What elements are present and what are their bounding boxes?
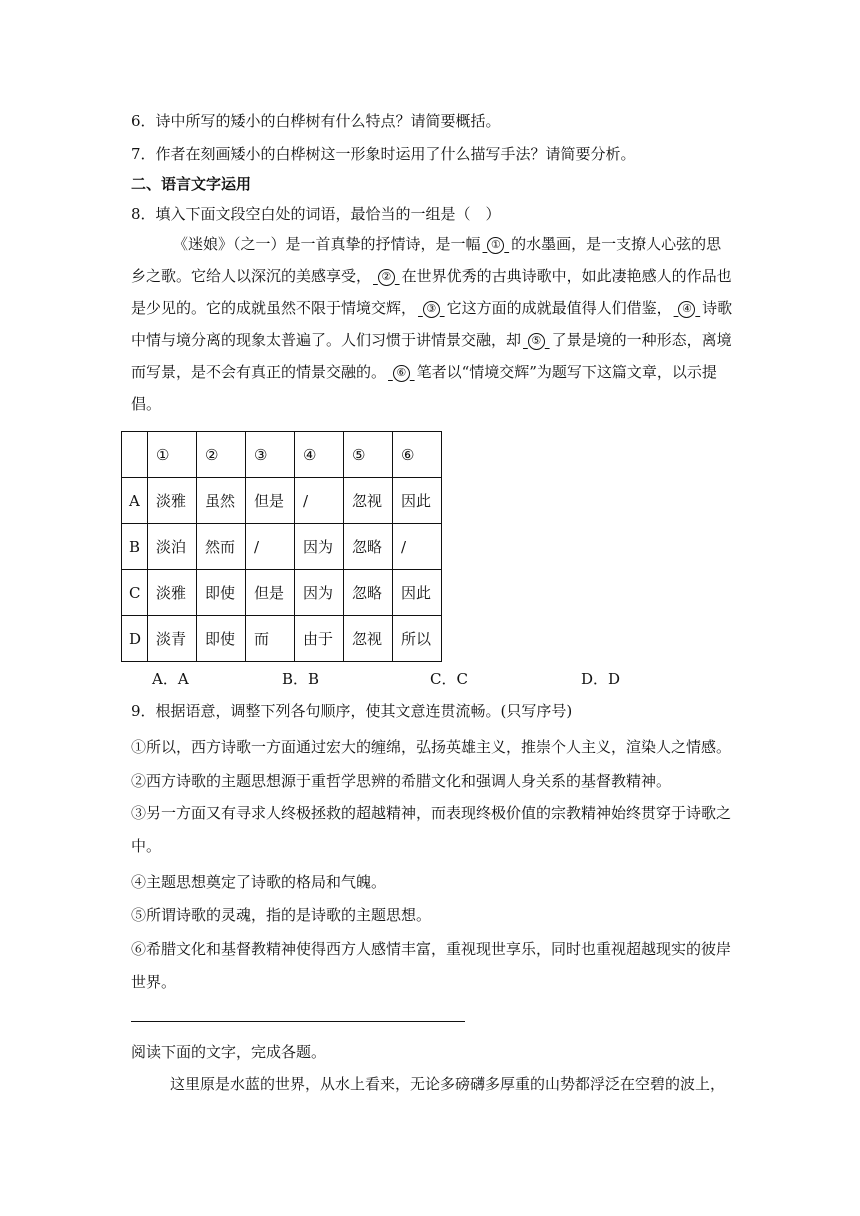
passage-text: 诗歌 <box>702 299 733 317</box>
sentence-3-cont: 中。 <box>131 837 162 855</box>
choice-c[interactable]: C．C <box>430 670 468 688</box>
table-cell: ④ <box>295 432 344 478</box>
blank-number: ② <box>378 269 395 286</box>
passage-text: 在世界优秀的古典诗歌中，如此凄艳感人的作品也 <box>401 267 732 285</box>
blank-4 <box>672 292 703 324</box>
table-header-row <box>122 432 442 478</box>
table-cell: A <box>122 478 148 524</box>
blank-5 <box>521 324 552 356</box>
table-cell: 即使 <box>197 570 246 616</box>
passage-text: 是少见的。它的成就虽然不限于情境交辉， <box>131 299 417 317</box>
table-row <box>122 616 442 662</box>
question-9: 9．根据语意，调整下列各句顺序，使其文意连贯流畅。(只写序号) <box>131 702 573 720</box>
blank-number: ① <box>487 237 504 254</box>
table-cell: 而 <box>246 616 295 662</box>
question-8: 8．填入下面文段空白处的词语，最恰当的一组是（ ） <box>131 205 501 223</box>
blank-3 <box>416 292 447 324</box>
passage-text: 《迷娘》（之一）是一首真挚的抒情诗，是一幅 <box>173 235 481 253</box>
question-6: 6．诗中所写的矮小的白桦树有什么特点？请简要概括。 <box>131 112 501 130</box>
question-8-passage <box>131 228 733 420</box>
question-7: 7．作者在刻画矮小的白桦树这一形象时运用了什么描写手法？请简要分析。 <box>131 145 636 163</box>
reading-passage: 这里原是水蓝的世界，从水上看来，无论多磅礴多厚重的山势都浮泛在空碧的波上， <box>170 1075 726 1093</box>
divider <box>131 1021 465 1022</box>
sentence-3: ③另一方面又有寻求人终极拯救的超越精神，而表现终极价值的宗教精神始终贯穿于诗歌之 <box>131 804 732 822</box>
table-cell: 因此 <box>393 478 442 524</box>
blank-number: ④ <box>678 301 695 318</box>
table-cell: ② <box>197 432 246 478</box>
sentence-6: ⑥希腊文化和基督教精神使得西方人感情丰富，重视现世享乐，同时也重视超越现实的彼岸 <box>131 940 732 958</box>
passage-text: 的水墨画，是一支撩人心弦的思 <box>511 235 722 253</box>
table-cell: 因为 <box>295 570 344 616</box>
blank-number: ⑥ <box>393 365 410 382</box>
section-heading: 二、语言文字运用 <box>131 175 252 193</box>
reading-intro: 阅读下面的文字，完成各题。 <box>131 1043 327 1061</box>
table-cell: 因此 <box>393 570 442 616</box>
table-cell: ⑤ <box>344 432 393 478</box>
table-cell: 淡泊 <box>148 524 197 570</box>
table-cell: / <box>393 524 442 570</box>
table-cell: 即使 <box>197 616 246 662</box>
passage-text: 它这方面的成就最值得人们借鉴， <box>446 299 672 317</box>
table-cell <box>122 432 148 478</box>
table-row <box>122 478 442 524</box>
table-cell: 忽略 <box>344 570 393 616</box>
choice-a[interactable]: A．A <box>152 670 189 688</box>
table-cell: 所以 <box>393 616 442 662</box>
sentence-4: ④主题思想奠定了诗歌的格局和气魄。 <box>131 873 387 891</box>
choice-d[interactable]: D．D <box>581 670 621 688</box>
options-table <box>121 431 442 662</box>
passage-text: 而写景，是不会有真正的情景交融的。 <box>131 363 387 381</box>
table-cell: C <box>122 570 148 616</box>
table-cell: B <box>122 524 148 570</box>
sentence-6-cont: 世界。 <box>131 973 177 991</box>
sentence-5: ⑤所谓诗歌的灵魂，指的是诗歌的主题思想。 <box>131 906 432 924</box>
table-cell: 因为 <box>295 524 344 570</box>
table-cell: 淡雅 <box>148 570 197 616</box>
table-cell: ③ <box>246 432 295 478</box>
passage-text: 笔者以“情境交辉”为题写下这篇文章，以示提 <box>416 363 717 381</box>
table-cell: / <box>246 524 295 570</box>
choice-b[interactable]: B．B <box>282 670 320 688</box>
passage-text: 中情与境分离的现象太普遍了。人们习惯于讲情景交融，却 <box>131 331 522 349</box>
table-cell: 然而 <box>197 524 246 570</box>
table-row <box>122 570 442 616</box>
table-cell: 忽视 <box>344 616 393 662</box>
table-cell: 忽视 <box>344 478 393 524</box>
table-cell: 忽略 <box>344 524 393 570</box>
table-cell: 淡青 <box>148 616 197 662</box>
sentence-2: ②西方诗歌的主题思想源于重哲学思辨的希腊文化和强调人身关系的基督教精神。 <box>131 772 672 790</box>
sentence-1: ①所以，西方诗歌一方面通过宏大的缠绵，弘扬英雄主义，推崇个人主义，渲染人之情感。 <box>131 738 732 756</box>
table-cell: / <box>295 478 344 524</box>
passage-text: 倡。 <box>131 395 162 413</box>
passage-text: 乡之歌。它给人以深沉的美感享受， <box>131 267 372 285</box>
blank-2 <box>371 260 402 292</box>
table-cell: 淡雅 <box>148 478 197 524</box>
passage-text: 了景是境的一种形态，离境 <box>551 331 732 349</box>
table-cell: ⑥ <box>393 432 442 478</box>
table-cell: 虽然 <box>197 478 246 524</box>
table-cell: ① <box>148 432 197 478</box>
blank-1 <box>481 228 512 260</box>
table-cell: 但是 <box>246 478 295 524</box>
table-row <box>122 524 442 570</box>
blank-number: ③ <box>423 301 440 318</box>
table-cell: 由于 <box>295 616 344 662</box>
blank-6 <box>386 356 417 388</box>
blank-number: ⑤ <box>528 333 545 350</box>
table-cell: 但是 <box>246 570 295 616</box>
table-cell: D <box>122 616 148 662</box>
